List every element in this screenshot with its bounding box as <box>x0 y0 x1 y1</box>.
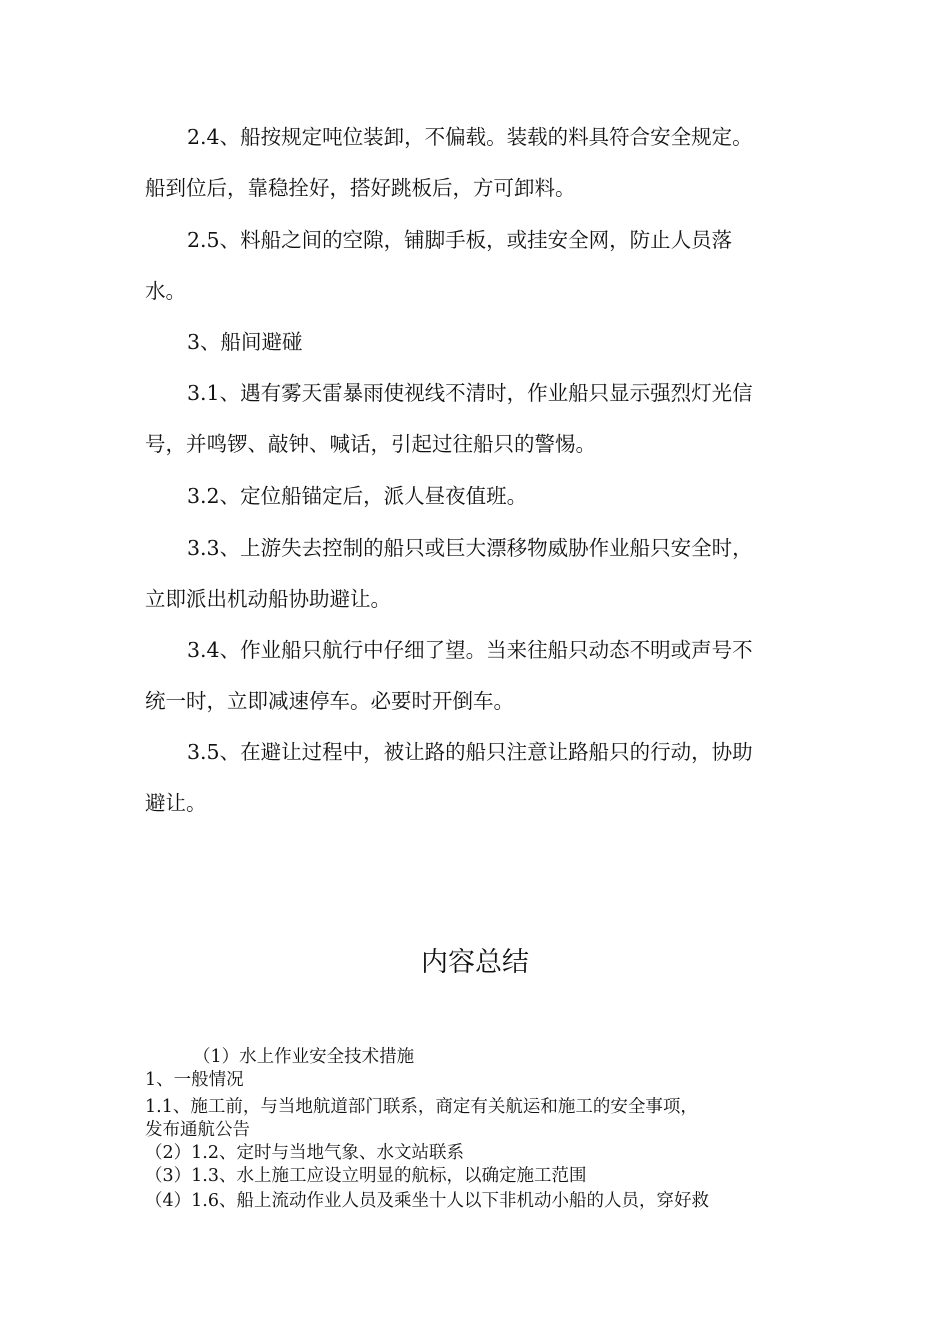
paragraph-line: 3.4、作业船只航行中仔细了望。当来往船只动态不明或声号不 <box>187 638 753 662</box>
paragraph-3-5 <box>145 727 805 829</box>
section-heading-3 <box>145 317 805 368</box>
summary-line: 发布通航公告 <box>145 1120 250 1140</box>
paragraph-line: 统一时，立即减速停车。必要时开倒车。 <box>145 689 514 713</box>
summary-line: 1、一般情况 <box>145 1070 244 1090</box>
paragraph-line: 3.1、遇有雾天雷暴雨使视线不清时，作业船只显示强烈灯光信 <box>187 381 753 405</box>
paragraph-line: 号，并鸣锣、敲钟、喊话，引起过往船只的警惕。 <box>145 432 596 456</box>
paragraph-3-3 <box>145 523 805 625</box>
paragraph-2-5 <box>145 215 805 317</box>
paragraph-line: 水。 <box>145 279 186 303</box>
paragraph-line: 3.5、在避让过程中，被让路的船只注意让路船只的行动，协助 <box>187 740 753 764</box>
paragraph-line: 3、船间避碰 <box>187 330 303 354</box>
paragraph-line: 3.3、上游失去控制的船只或巨大漂移物威胁作业船只安全时， <box>187 536 753 560</box>
summary-line: （1）水上作业安全技术措施 <box>193 1047 415 1067</box>
paragraph-line: 3.2、定位船锚定后，派人昼夜值班。 <box>187 484 528 508</box>
paragraph-2-4 <box>145 112 805 214</box>
summary-line: 1.1、施工前，与当地航道部门联系，商定有关航运和施工的安全事项， <box>145 1097 698 1117</box>
paragraph-line: 2.5、料船之间的空隙，铺脚手板，或挂安全网，防止人员落 <box>187 228 733 252</box>
summary-line: （3）1.3、水上施工应设立明显的航标，以确定施工范围 <box>145 1166 587 1186</box>
paragraph-line: 避让。 <box>145 791 207 815</box>
paragraph-line: 船到位后，靠稳拴好，搭好跳板后，方可卸料。 <box>145 176 576 200</box>
paragraph-line: 立即派出机动船协助避让。 <box>145 587 391 611</box>
paragraph-3-2 <box>145 471 805 522</box>
paragraph-3-4 <box>145 625 805 727</box>
summary-line: （4）1.6、船上流动作业人员及乘坐十人以下非机动小船的人员，穿好救 <box>145 1191 709 1211</box>
summary-line: （2）1.2、定时与当地气象、水文站联系 <box>145 1143 464 1163</box>
summary-title: 内容总结 <box>421 947 529 978</box>
paragraph-line: 2.4、船按规定吨位装卸，不偏载。装载的料具符合安全规定。 <box>187 125 753 149</box>
paragraph-3-1 <box>145 368 805 470</box>
